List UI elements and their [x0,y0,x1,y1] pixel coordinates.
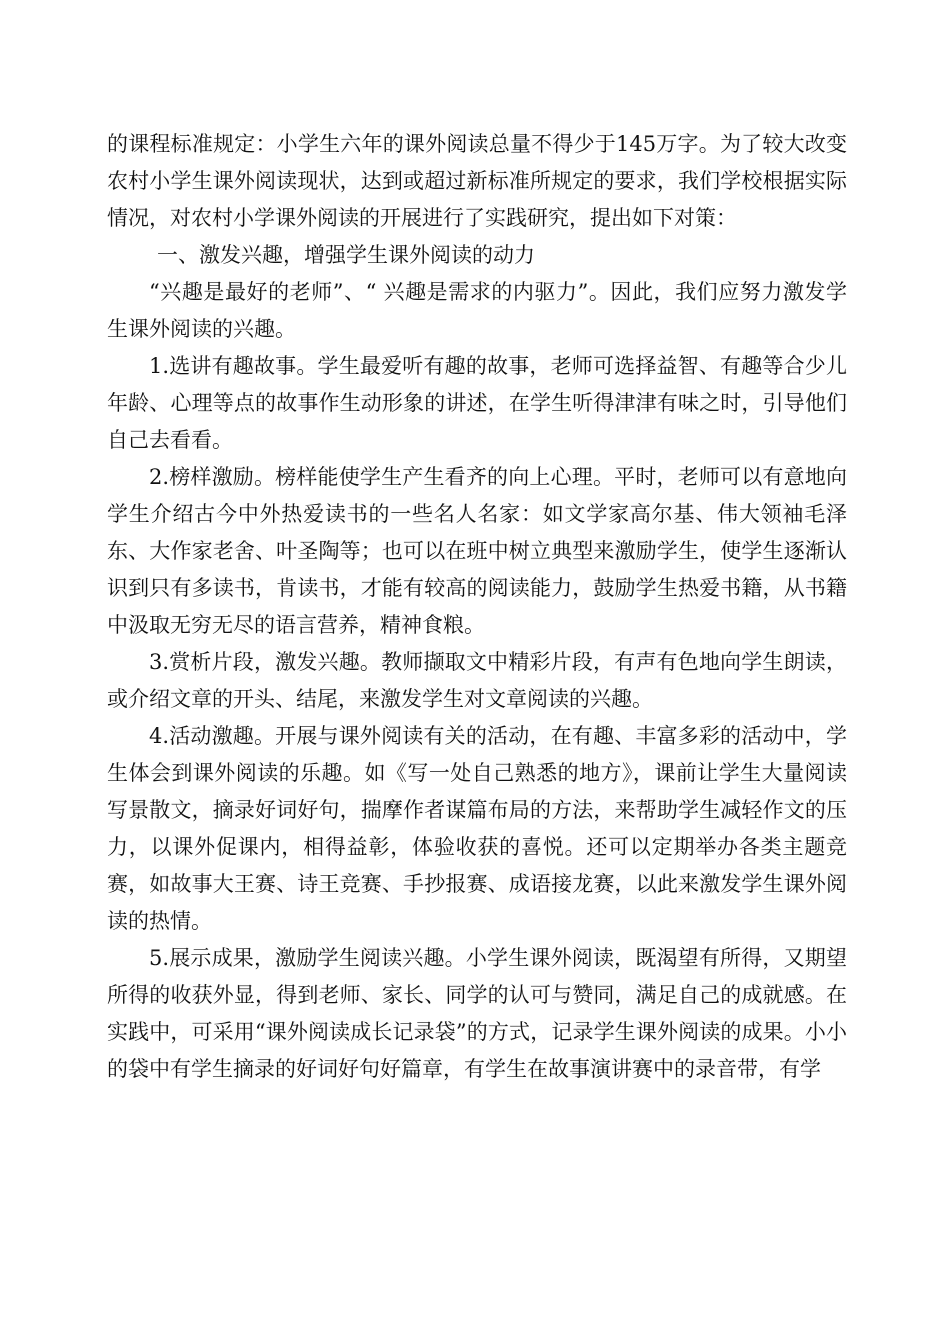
paragraph-item-5: 5.展示成果，激励学生阅读兴趣。小学生课外阅读，既渴望有所得，又期望所得的收获外显，得到老师、家长、同学的认可与赞同，满足自己的成就感。在实践中，可采用“课外阅读成长记录袋”的方式，记录学生课外阅读的成果。小小的袋中有学生摘录的好词好句好篇章，有学生在故事演讲赛中的录音带，有学 [107,946,847,1081]
paragraph-item-2: 2.榜样激励。榜样能使学生产生看齐的向上心理。平时，老师可以有意地向学生介绍古今中外热爱读书的一些名人名家：如文学家高尔基、伟大领袖毛泽东、大作家老舍、叶圣陶等；也可以在班中树立典型来激励学生，使学生逐渐认识到只有多读书，肯读书，才能有较高的阅读能力，鼓励学生热爱书籍，从书籍中汲取无穷无尽的语言营养，精神食粮。 [107,465,847,637]
section-heading: 一、激发兴趣，增强学生课外阅读的动力 [157,243,535,267]
paragraph-interest-quote: “兴趣是最好的老师”、“ 兴趣是需求的内驱力”。因此，我们应努力激发学生课外阅读的兴趣。 [107,280,847,341]
document-page [107,126,847,1088]
paragraph-intro: 的课程标准规定：小学生六年的课外阅读总量不得少于145万字。为了较大改变农村小学生课外阅读现状，达到或超过新标准所规定的要求，我们学校根据实际情况，对农村小学课外阅读的开展进行了实践研究，提出如下对策： [107,132,847,230]
paragraph-item-3: 3.赏析片段，激发兴趣。教师撷取文中精彩片段，有声有色地向学生朗读，或介绍文章的开头、结尾，来激发学生对文章阅读的兴趣。 [107,650,847,711]
paragraph-item-1: 1.选讲有趣故事。学生最爱听有趣的故事，老师可选择益智、有趣等合少儿年龄、心理等点的故事作生动形象的讲述，在学生听得津津有味之时，引导他们自己去看看。 [107,354,847,452]
paragraph-item-4: 4.活动激趣。开展与课外阅读有关的活动，在有趣、丰富多彩的活动中，学生体会到课外阅读的乐趣。如《写一处自己熟悉的地方》，课前让学生大量阅读写景散文，摘录好词好句，揣摩作者谋篇布局的方法，来帮助学生减轻作文的压力，以课外促课内，相得益彰，体验收获的喜悦。还可以定期举办各类主题竞赛，如故事大王赛、诗王竞赛、手抄报赛、成语接龙赛，以此来激发学生课外阅读的热情。 [107,724,847,933]
